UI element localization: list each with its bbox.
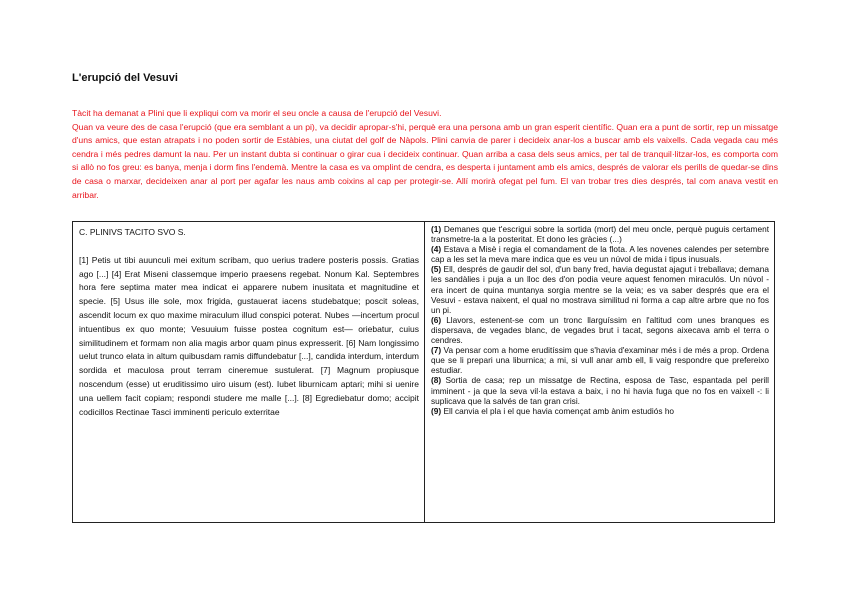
document-title: L'erupció del Vesuvi [72,72,178,84]
intro-paragraph-1: Tàcit ha demanat a Plini que li expliqui com va morir el seu oncle a causa de l'erupció del Vesuvi. [72,108,442,118]
paragraph-number: (4) [431,244,442,255]
paragraph-number: (6) [431,314,442,325]
paragraph-text: Ell canvia el pla i el que havia començat amb ànim estudiós ho [441,405,675,416]
paragraph-text: Sortia de casa; rep un missatge de Rectina, esposa de Tasc, espantada pel perill imminent - ja que la seva vil·la estava a baix, i no hi havia fuga que no fos en vaixell -: li suplicava que la salvés de tan gran crisi. [431,375,769,406]
paragraph-text: Demanes que t'escrigui sobre la sortida (mort) del meu oncle, perquè puguis certament transmetre-la a la posteritat. Et dono les gràcies (...) [431,224,769,245]
bilingual-table [72,221,775,523]
latin-column [73,222,425,522]
intro-summary [72,107,778,202]
translation-paragraph [431,264,769,314]
translation-paragraph [431,244,769,264]
translation-paragraph [431,406,769,416]
paragraph-text: Va pensar com a home eruditíssim que s'havia d'examinar més i de més a prop. Ordena que se li prepari una liburnica; a mi, si vull anar amb ell, li vaig respondre que prefereixo estudiar. [431,345,769,376]
translation-column [425,222,774,522]
paragraph-number: (5) [431,264,442,275]
paragraph-number: (1) [431,224,442,234]
translation-paragraph [431,315,769,345]
translation-paragraph [431,224,769,244]
intro-paragraph-2: Quan va veure des de casa l'erupció (que era semblant a un pi), va decidir apropar-s'hi, perquè era una persona amb un gran esperit científic. Quan era a punt de sortir, rep un missatge d'uns amics, que estan atrapats i no poden sortir de Estàbies, una ciutat del golf de Nàpols. Plini canvia de parer i decideix anar-los a buscar amb els vaixells. Cada vegada cau més cendra i més pedres damunt la nau. Per un instant dubta si continuar o girar cua i decideix continuar. Quan arriba a casa dels seus amics, per tal de tranquil·litzar-los, es comporta com si allò no fos greu: es banya, menja i dorm fins l'endemà. Mentre la casa es va omplint de cendra, es desperta i juntament amb els amics, després de valorar els perills de quedar-se dins de casa o marxar, decideixen anar al port per agafar les naus amb coixins al cap per protegir-se. Allí morirà ofegat pel fum. El van trobar tres dies després, tal com anava vestit en arribar. [72,121,778,200]
latin-heading: C. PLINIVS TACITO SVO S. [79,227,186,237]
paragraph-text: Ell, després de gaudir del sol, d'un bany fred, havia degustat ajagut i treballava; demana les sandàlies i puja a un lloc des d'on podia veure aquest fenomen miraculós. Un núvol - era incert de quina muntanya sorgia mentre se la veia; es va saber després que era el Vesuvi - estava naixent, el qual no mostrava similitud ni forma a cap altre arbre que no fos un pi. [431,264,769,315]
paragraph-number: (7) [431,345,442,356]
paragraph-text: Llavors, estenent-se com un tronc llarguíssim en l'altitud com unes branques es dispersava, de vegades blanc, de vegades brut i tacat, segons aixecava amb el terra o cendres. [431,314,769,346]
translation-paragraph [431,375,769,405]
paragraph-text: Estava a Misè i regia el comandament de la flota. A les novenes calendes per setembre cap a les set la meva mare indica que es veu un núvol de mida i tipus inusuals. [431,244,769,265]
paragraph-number: (8) [431,375,442,386]
translation-paragraph [431,345,769,375]
paragraph-number: (9) [431,405,442,416]
latin-text: [1] Petis ut tibi auunculi mei exitum scribam, quo uerius tradere posteris possis. Gratias ago [...] [4] Erat Miseni classemque imperio praesens regebat. Nonum Kal. Septembres hora fere septima mater mea indicat ei apparere nubem inusitata et magnitudine et specie. [5] Usus ille sole, mox frigida, gustauerat iacens studebatque; poscit soleas, ascendit locum ex quo maxime miraculum illud conspici poterat. Nubes —incertum procul intuentibus ex quo monte; Vesuuium fuisse postea cognitum est— oriebatur, cuius similitudinem et formam non alia magis arbor quam pinus expresserit. [6] Nam longissimo uelut trunco elata in altum quibusdam ramis diffundebatur [...], candida interdum, interdum sordida et maculosa prout terram cineremue sustulerat. [7] Magnum propiusque noscendum (esse) ut eruditissimo uiro uisum (est). Iubet liburnicam aptari; mihi si uenire una uellem facit copiam; respondi studere me malle [...]. [8] Egrediebatur domo; accipit codicillos Rectinae Tasci imminenti periculo exterritae [79,254,419,417]
